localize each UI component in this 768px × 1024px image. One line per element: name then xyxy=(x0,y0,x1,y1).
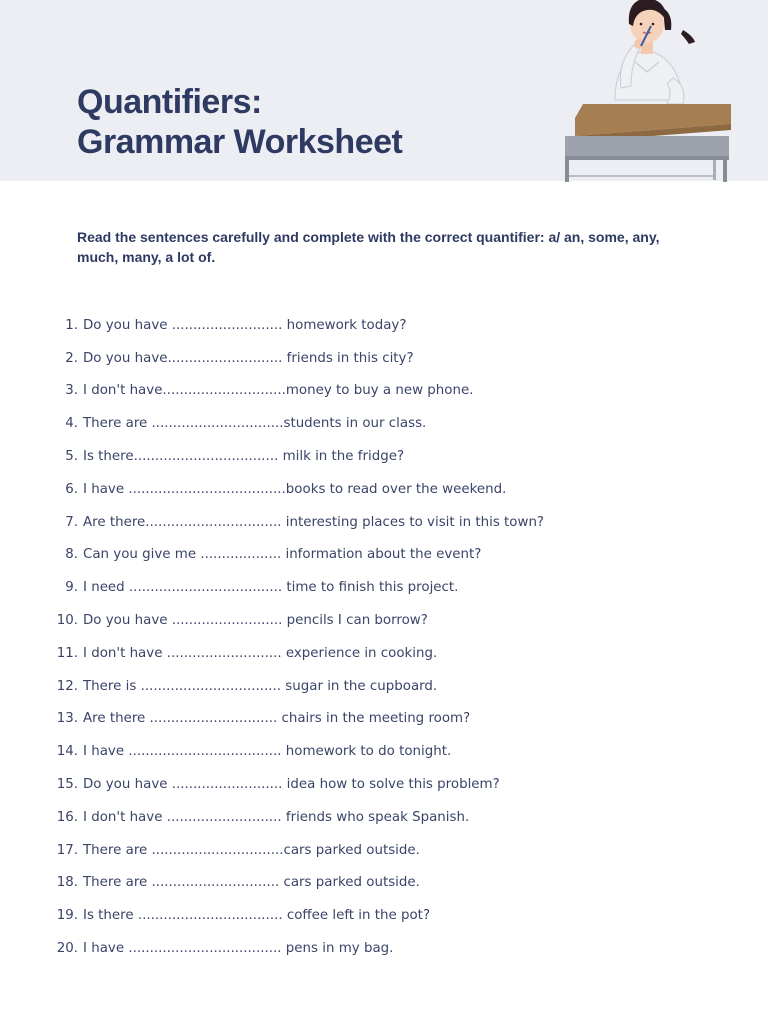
question-number: 4. xyxy=(65,416,78,432)
question-item xyxy=(0,375,768,408)
question-number: 2. xyxy=(65,350,78,366)
question-number: 5. xyxy=(65,449,78,465)
question-text: Is there.................................. milk in the fridge? xyxy=(83,449,405,465)
question-text: Are there................................ interesting places to visit in this town? xyxy=(83,514,545,530)
question-number: 10. xyxy=(56,613,78,629)
question-text: I don't have.............................money to buy a new phone. xyxy=(83,383,474,399)
question-text: There are ...............................cars parked outside. xyxy=(83,842,420,858)
question-item xyxy=(0,342,768,375)
question-number: 11. xyxy=(56,645,78,661)
question-item xyxy=(0,834,768,867)
question-item xyxy=(0,440,768,473)
question-number: 7. xyxy=(65,514,78,530)
question-number: 16. xyxy=(56,809,78,825)
title-line-1: Quantifiers: xyxy=(77,83,262,121)
question-item xyxy=(0,309,768,342)
question-text: I need .................................... time to finish this project. xyxy=(83,580,459,596)
question-number: 18. xyxy=(56,875,78,891)
question-text: I don't have ........................... experience in cooking. xyxy=(83,645,438,661)
question-text: I have .....................................books to read over the weekend. xyxy=(83,481,507,497)
question-number: 12. xyxy=(56,678,78,694)
question-text: Is there .................................. coffee left in the pot? xyxy=(83,908,431,924)
question-number: 15. xyxy=(56,777,78,793)
question-item xyxy=(0,735,768,768)
question-number: 3. xyxy=(65,383,78,399)
student-at-desk-illustration xyxy=(555,0,740,185)
question-text: Can you give me ................... information about the event? xyxy=(83,547,482,563)
question-text: I have .................................... homework to do tonight. xyxy=(83,744,452,760)
question-item xyxy=(0,506,768,539)
question-number: 1. xyxy=(65,317,78,333)
question-text: I don't have ........................... friends who speak Spanish. xyxy=(83,809,470,825)
question-number: 13. xyxy=(56,711,78,727)
question-item xyxy=(0,670,768,703)
question-text: There are .............................. cars parked outside. xyxy=(83,875,420,891)
question-number: 9. xyxy=(65,580,78,596)
question-text: There is ................................. sugar in the cupboard. xyxy=(83,678,438,694)
question-item xyxy=(0,407,768,440)
question-text: Do you have .......................... homework today? xyxy=(83,317,407,333)
page-title xyxy=(77,82,402,162)
question-item xyxy=(0,768,768,801)
title-line-2: Grammar Worksheet xyxy=(77,123,403,161)
question-item xyxy=(0,899,768,932)
question-number: 14. xyxy=(56,744,78,760)
instructions-text: Read the sentences carefully and complete with the correct quantifier: a/ an, some, any, much, many, a lot of. xyxy=(77,229,660,265)
question-item xyxy=(0,473,768,506)
question-list xyxy=(0,309,768,965)
question-number: 6. xyxy=(65,481,78,497)
question-text: Do you have........................... friends in this city? xyxy=(83,350,414,366)
question-number: 17. xyxy=(56,842,78,858)
question-text: Do you have .......................... idea how to solve this problem? xyxy=(83,777,500,793)
question-item xyxy=(0,571,768,604)
question-item xyxy=(0,867,768,900)
question-item xyxy=(0,932,768,965)
question-text: Do you have .......................... pencils I can borrow? xyxy=(83,613,428,629)
question-item xyxy=(0,703,768,736)
question-item xyxy=(0,539,768,572)
question-number: 19. xyxy=(56,908,78,924)
question-item xyxy=(0,801,768,834)
question-item xyxy=(0,637,768,670)
question-number: 8. xyxy=(65,547,78,563)
question-text: There are ...............................students in our class. xyxy=(83,416,427,432)
question-number: 20. xyxy=(56,941,78,957)
question-text: I have .................................... pens in my bag. xyxy=(83,941,394,957)
question-text: Are there .............................. chairs in the meeting room? xyxy=(83,711,471,727)
question-item xyxy=(0,604,768,637)
